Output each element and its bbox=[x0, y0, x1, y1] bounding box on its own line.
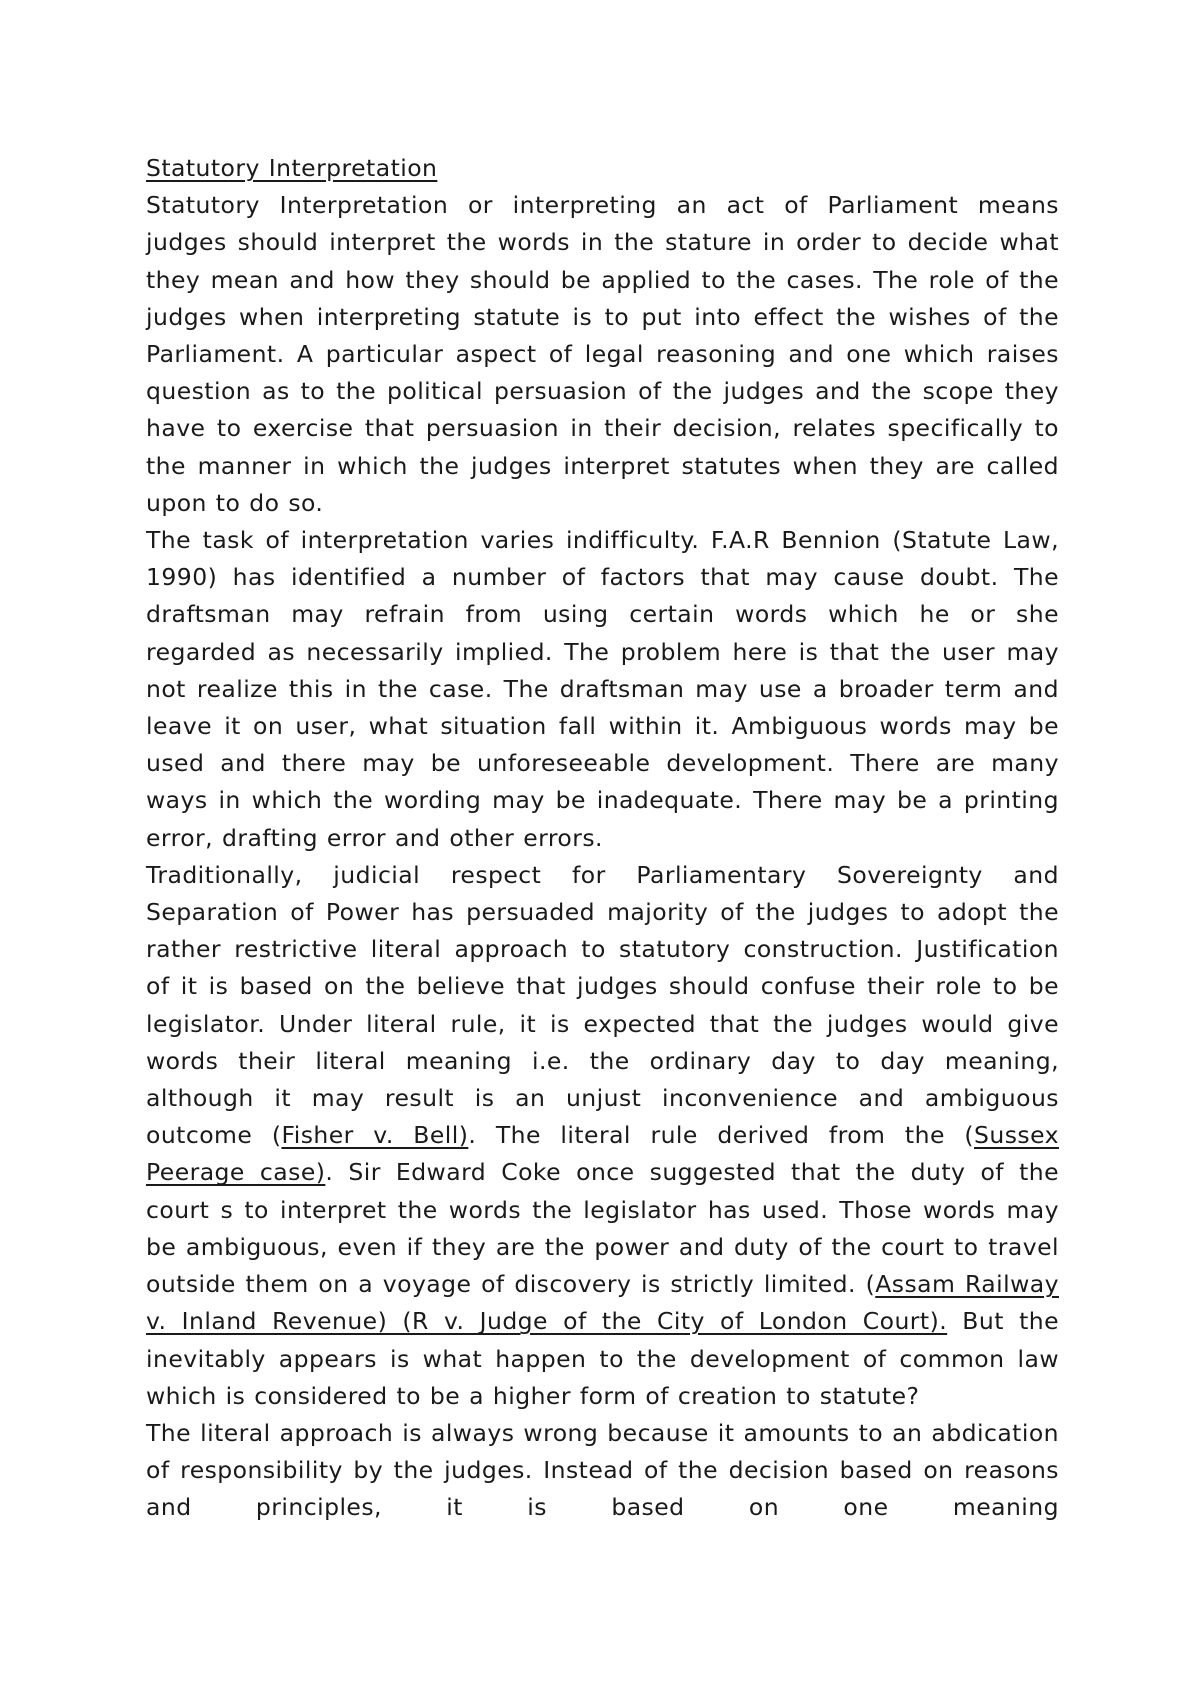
paragraph-literal-approach: The literal approach is always wrong because it amounts to an abdication of responsibility by the judges. Instead of the decision based on reasons and principles, it is based on one meaning bbox=[146, 1418, 1059, 1522]
case-citation-fisher-v-bell: Fisher v. Bell) bbox=[281, 1121, 469, 1150]
literal-rule-text-3: . Sir Edward Coke once suggested that the duty of the court s to interpret the words the legislator has used. Those words may be ambiguous, even if they are the power and duty of the court to travel outside them on a voyage of discovery is strictly limited. ( bbox=[146, 1158, 1059, 1299]
case-citation-assam-railway: Assam Railway v. Inland Revenue) (R v. Judge of the City of London Court). bbox=[146, 1270, 1059, 1336]
document-title: Statutory Interpretation bbox=[146, 154, 438, 182]
literal-rule-text-4: But the inevitably appears is what happen to the development of common law which is considered to be a higher form of creation to statute? bbox=[146, 1307, 1059, 1410]
literal-rule-text-2: . The literal rule derived from the ( bbox=[468, 1121, 975, 1150]
paragraph-intro: Statutory Interpretation or interpreting an act of Parliament means judges should interpret the words in the stature in order to decide what they mean and how they should be applied to the cases. The role of the judges when interpreting statute is to put into effect the wishes of the Parliament. A particular aspect of legal reasoning and one which raises question as to the political persuasion of the judges and the scope they have to exercise that persuasion in their decision, relates specifically to the manner in which the judges interpret statutes when they are called upon to do so. bbox=[146, 191, 1059, 517]
case-citation-sussex-peerage: Sussex Peerage case) bbox=[146, 1121, 1059, 1187]
paragraph-task-of-interpretation: The task of interpretation varies indifficulty. F.A.R Bennion (Statute Law, 1990) has identified a number of factors that may cause doubt. The draftsman may refrain from using certain words which he or she regarded as necessarily implied. The problem here is that the user may not realize this in the case. The draftsman may use a broader term and leave it on user, what situation fall within it. Ambiguous words may be used and there may be unforeseeable development. There are many ways in which the wording may be inadequate. There may be a printing error, drafting error and other errors. bbox=[146, 526, 1059, 852]
literal-rule-text-1: Traditionally, judicial respect for Parliamentary Sovereignty and Separation of Power has persuaded majority of the judges to adopt the rather restrictive literal approach to statutory construction. Justification of it is based on the believe that judges should confuse their role to be legislator. Under literal rule, it is expected that the judges would give words their literal meaning i.e. the ordinary day to day meaning, although it may result is an unjust inconvenience and ambiguous outcome ( bbox=[146, 860, 1059, 1150]
document-page bbox=[146, 150, 1059, 1527]
paragraph-literal-rule bbox=[146, 857, 1059, 1415]
